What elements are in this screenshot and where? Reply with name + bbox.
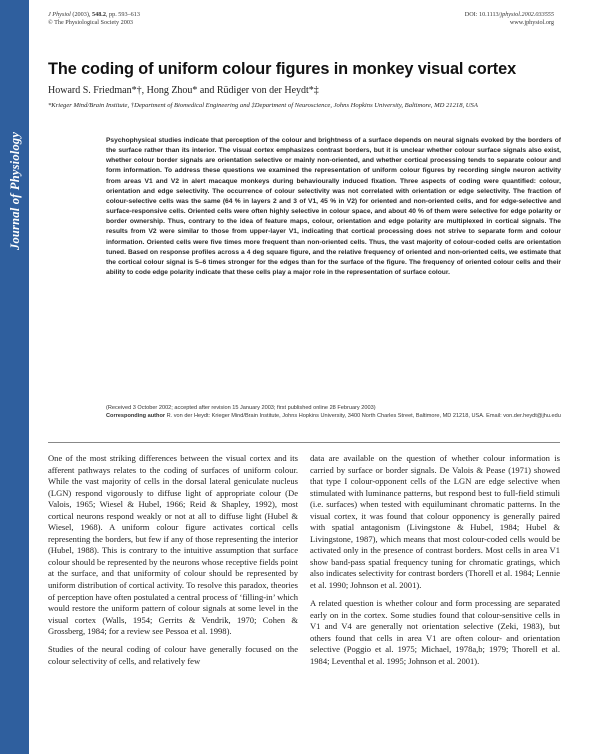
body-paragraph: data are available on the question of whether colour information is carried by surface or border signals. De Valois & Pease (1971) showed that type I colour-opponent cells of the LGN are edge selective when stimulated with luminance patterns, but respond best to full-field stimuli (i.e. surfaces) when tested with equiluminant chromatic patterns. In the visual cortex, it was found that colour opponency is generally paired with spatial antagonism (Livingstone & Hubel, 1984; Hubel & Livingstone, 1987), which means that most colour-coded cells would be activated only in the presence of contrast borders. Most cells in area V1 show band-pass spatial frequency tuning for chromatic gratings, which also indicates selectivity for contrast borders (Thorell et al. 1984; Lennie et al. 1990; Johnson et al. 2001). — [310, 453, 560, 591]
doi-prefix: DOI: 10.1113/ — [464, 11, 501, 18]
article-affiliations: *Krieger Mind/Brain Institute, †Department of Biomedical Engineering and ‡Department of Neuroscience, Johns Hopkins University, Baltimore, MD 21218, USA — [48, 102, 478, 109]
citation-volume: 548.2 — [92, 11, 106, 18]
body-paragraph: One of the most striking differences between the visual cortex and its afferent pathways relates to the coding of surfaces of uniform colour. While the vast majority of cells in the dorsal lateral geniculate nucleus (LGN) respond vigorously to diffuse light of appropriate colour (De Valois, 1965; Wiesel & Hubel, 1966; Reid & Shapley, 1992), most cortical neurons respond weakly or not at all to diffuse light (Hubel & Wiesel, 1968). A uniform colour figure activates cortical cells representing the borders, but few if any of those representing the interior (Hubel, 1988). This is contrary to the intuitive assumption that surface colour should be represented by the neurons whose receptive fields point at the surface, and that uniformity of colour should be represented by uniform distribution of cortical activity. To resolve this paradox, theories of perception have often postulated a central process of ‘filling-in’ which would restore the uniform pattern of colour signals at some level in the visual cortex (Walls, 1954; Gerrits & Vendrik, 1970; Cohen & Grossberg, 1984; for a review see Pessoa et al. 1998). — [48, 453, 298, 637]
body-column-left — [48, 453, 298, 667]
journal-sidebar — [0, 0, 29, 754]
corresponding-label: Corresponding author — [106, 413, 166, 419]
corresponding-author — [106, 413, 561, 421]
body-paragraph: Studies of the neural coding of colour have generally focused on the colour selectivity of cells, and relatively few — [48, 644, 298, 666]
section-divider — [48, 442, 560, 443]
citation-journal: J Physiol — [48, 11, 71, 18]
header-citation — [48, 11, 140, 27]
header-copyright: © The Physiological Society 2003 — [48, 19, 134, 26]
doi-suffix: jphysiol.2002.033555 — [500, 11, 554, 18]
body-column-right — [310, 453, 560, 667]
body-paragraph: A related question is whether colour and form processing are separated early on in the cortex. Some studies found that colour-sensitive cells in V1 and V4 are generally not orientation selective (Zeki, 1983), but others found that cells in area V1 are often colour- and orientation selective (Poggio et al. 1975; Michael, 1978a,b; 1979; Thorell et al. 1984; Leventhal et al. 1995; Johnson et al. 2001). — [310, 597, 560, 666]
header-doi-block — [465, 11, 554, 27]
article-title: The coding of uniform colour figures in monkey visual cortex — [48, 60, 517, 78]
sidebar-journal-name: Journal of Physiology — [8, 131, 22, 250]
citation-rest: (2003), — [70, 11, 92, 18]
article-abstract: Psychophysical studies indicate that perception of the colour and brightness of a surface depends on neural signals evoked by the borders of the surface rather than its interior. The visual cortex emphasizes contrast borders, but it is unclear whether colour surface signals also exist, whether colour border signals are orientation selective or mainly non-oriented, and whether cortical processing tends to separate colour and form information. To address these questions we examined the representation of uniform colour figures by recording single neuron activity from areas V1 and V2 in alert macaque monkeys during behaviourally induced fixation. Three aspects of coding were quantified: colour, orientation and edge selectivity. The occurrence of colour selectivity was not correlated with orientation or edge selectivity. The fraction of colour-selective cells was the same (64 % in layers 2 and 3 of V1, 45 % in V2) for oriented and non-oriented cells, and for edge-selective and surface-responsive cells. Oriented cells were often highly selective in colour space, and about 40 % of them were selective for edge polarity or border ownership. Thus, contrary to the idea of feature maps, colour, orientation and edge polarity are multiplexed in cortical signals. The results from V2 were similar to those from upper-layer V1, indicating that cortical processing does not strive to separate form and colour information. Oriented cells were five times more frequent than non-oriented cells. Thus, the vast majority of colour-coded cells are orientation tuned. Based on response profiles across a 4 deg square figure, and the relative frequency of oriented and non-oriented cells, we estimate that the cortical colour signal is 5–6 times stronger for the edges than for the surface of the figure. The frequency of oriented colour cells and their ability to code edge polarity indicate that these cells play a major role in the representation of surface colour. — [106, 137, 561, 277]
article-authors: Howard S. Friedman*†, Hong Zhou* and Rüdiger von der Heydt*‡ — [48, 85, 319, 96]
received-dates: (Received 3 October 2002; accepted after revision 15 January 2003; first published online 28 February 2003) — [106, 405, 376, 411]
corresponding-text: R. von der Heydt: Krieger Mind/Brain Institute, Johns Hopkins University, 3400 North Charles Street, Baltimore, MD 21218, USA. Email: von.der.heydt@jhu.edu — [165, 413, 561, 419]
citation-pages: , pp. 593–613 — [105, 11, 140, 18]
header-website[interactable]: www.jphysiol.org — [509, 19, 554, 26]
